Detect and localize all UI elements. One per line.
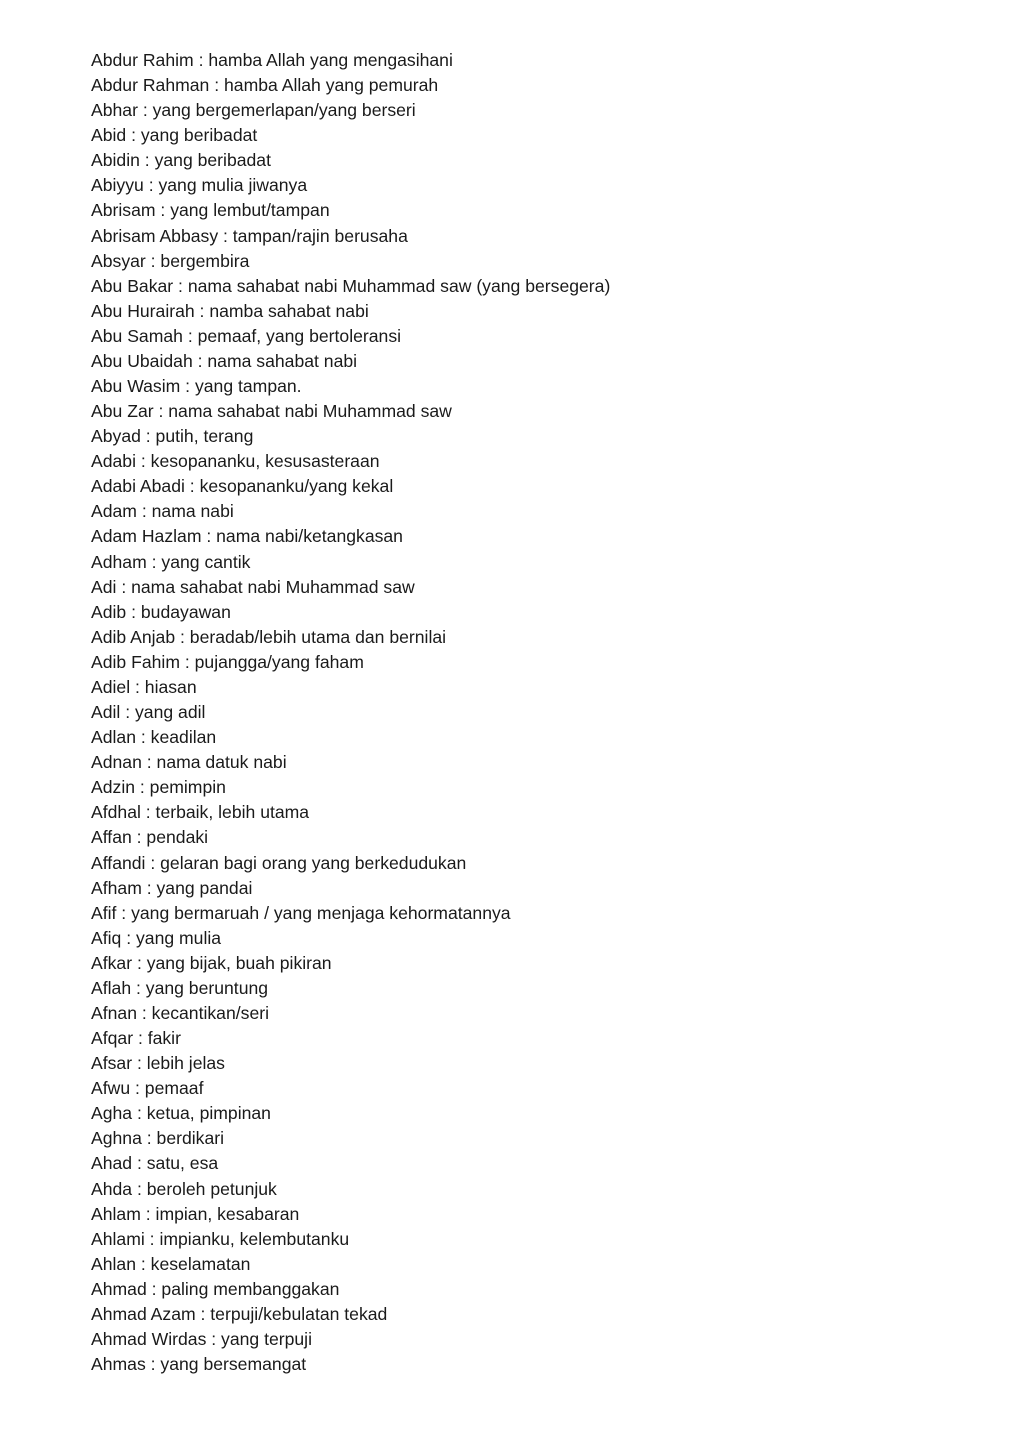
list-item: Adzin : pemimpin (91, 777, 226, 798)
list-item: Abu Ubaidah : nama sahabat nabi (91, 350, 358, 371)
list-item: Abhar : yang bergemerlapan/yang berseri (91, 100, 416, 121)
list-item: Adlan : keadilan (91, 727, 217, 748)
list-item: Afnan : kecantikan/seri (91, 1002, 269, 1023)
list-item: Adnan : nama datuk nabi (91, 752, 287, 773)
list-item: Ahda : beroleh petunjuk (91, 1178, 277, 1199)
list-item: Afkar : yang bijak, buah pikiran (91, 952, 332, 973)
list-item: Afwu : pemaaf (91, 1078, 204, 1099)
list-item: Adib Fahim : pujangga/yang faham (91, 651, 364, 672)
list-item: Absyar : bergembira (91, 250, 250, 271)
list-item: Afqar : fakir (91, 1028, 181, 1049)
list-item: Adabi : kesopananku, kesusasteraan (91, 451, 380, 472)
list-item: Aghna : berdikari (91, 1128, 225, 1149)
list-item: Affan : pendaki (91, 827, 209, 848)
list-item: Ahad : satu, esa (91, 1153, 219, 1174)
list-item: Abu Bakar : nama sahabat nabi Muhammad saw (yang bersegera) (91, 275, 611, 296)
list-item: Abidin : yang beribadat (91, 150, 271, 171)
list-item: Agha : ketua, pimpinan (91, 1103, 271, 1124)
list-item: Adiel : hiasan (91, 676, 197, 697)
list-item: Abu Hurairah : namba sahabat nabi (91, 300, 369, 321)
name-meaning-list (91, 48, 610, 1377)
list-item: Ahmad : paling membanggakan (91, 1278, 340, 1299)
list-item: Afdhal : terbaik, lebih utama (91, 802, 310, 823)
list-item: Abdur Rahim : hamba Allah yang mengasihani (91, 50, 453, 70)
list-item: Abdur Rahman : hamba Allah yang pemurah (91, 75, 439, 96)
list-item: Ahlan : keselamatan (91, 1253, 251, 1274)
list-item: Ahmad Azam : terpuji/kebulatan tekad (91, 1303, 388, 1324)
list-item: Affandi : gelaran bagi orang yang berkedudukan (91, 852, 467, 873)
list-item: Adib Anjab : beradab/lebih utama dan bernilai (91, 626, 447, 647)
list-item: Adi : nama sahabat nabi Muhammad saw (91, 576, 415, 597)
list-item: Aflah : yang beruntung (91, 977, 269, 998)
list-item: Afiq : yang mulia (91, 927, 222, 948)
list-item: Adil : yang adil (91, 702, 206, 723)
list-item: Abu Samah : pemaaf, yang bertoleransi (91, 325, 402, 346)
list-item: Adabi Abadi : kesopananku/yang kekal (91, 476, 394, 497)
list-item: Adib : budayawan (91, 601, 231, 622)
list-item: Adam : nama nabi (91, 501, 234, 522)
list-item: Ahlami : impianku, kelembutanku (91, 1228, 350, 1249)
list-item: Adham : yang cantik (91, 551, 251, 572)
list-item: Abid : yang beribadat (91, 125, 258, 146)
list-item: Ahmad Wirdas : yang terpuji (91, 1328, 312, 1349)
list-item: Abiyyu : yang mulia jiwanya (91, 175, 308, 196)
list-item: Abrisam : yang lembut/tampan (91, 200, 330, 221)
list-item: Adam Hazlam : nama nabi/ketangkasan (91, 526, 403, 547)
list-item: Afham : yang pandai (91, 877, 253, 898)
list-item: Abyad : putih, terang (91, 426, 254, 447)
list-item: Ahlam : impian, kesabaran (91, 1203, 300, 1224)
list-item: Afif : yang bermaruah / yang menjaga kehormatannya (91, 902, 511, 923)
list-item: Abrisam Abbasy : tampan/rajin berusaha (91, 225, 408, 246)
list-item: Afsar : lebih jelas (91, 1053, 225, 1074)
list-item: Ahmas : yang bersemangat (91, 1354, 307, 1375)
list-item: Abu Wasim : yang tampan. (91, 376, 302, 397)
list-item: Abu Zar : nama sahabat nabi Muhammad saw (91, 401, 452, 422)
